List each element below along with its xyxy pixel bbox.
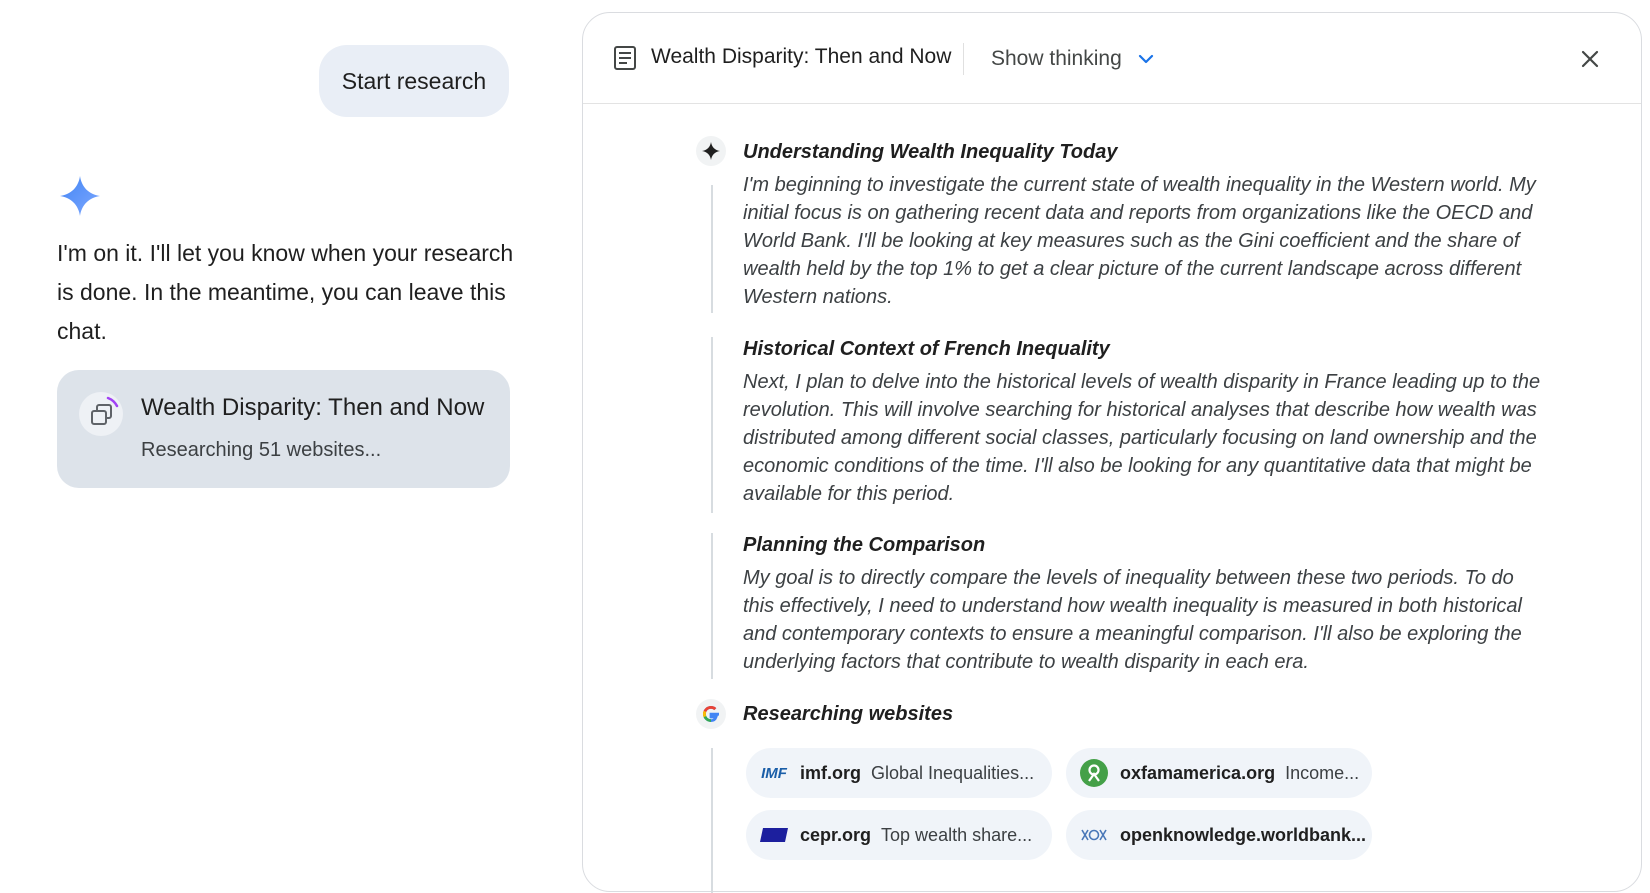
google-g-icon: [696, 699, 726, 729]
researching-websites-title: Researching websites: [743, 703, 954, 725]
document-icon: [613, 45, 637, 71]
research-card-title: Wealth Disparity: Then and Now: [141, 394, 485, 421]
source-chip[interactable]: [1066, 748, 1372, 798]
research-progress-icon: [79, 392, 123, 436]
step-title: Planning the Comparison: [743, 534, 986, 556]
cepr-logo-icon: [758, 825, 790, 845]
user-message-bubble: [319, 45, 509, 117]
panel-header: [583, 13, 1641, 104]
source-domain: oxfamamerica.org: [1120, 762, 1276, 783]
step-title: Understanding Wealth Inequality Today: [743, 141, 1118, 163]
source-title: Global Inequalities...: [871, 762, 1035, 783]
step-body: Next, I plan to delve into the historical levels of wealth disparity in France leading up to the revolution. This will involve searching for historical analyses that describe how wealth was distributed among different social classes, particularly focusing on land ownership and the economic conditions of the time. I'll also be looking for any quantitative data that might be available for this period.: [743, 371, 1541, 505]
timeline-line: [711, 185, 713, 313]
source-chip[interactable]: [746, 810, 1052, 860]
source-chip[interactable]: [746, 748, 1052, 798]
source-chip[interactable]: [1066, 810, 1372, 860]
show-thinking-toggle[interactable]: [991, 43, 1154, 75]
show-thinking-label: Show thinking: [991, 47, 1122, 70]
close-icon[interactable]: [1578, 47, 1602, 71]
source-domain: openknowledge.worldbank...: [1120, 824, 1367, 845]
source-domain: imf.org: [800, 762, 861, 783]
header-divider: [963, 43, 964, 75]
oxfam-logo-icon: [1078, 763, 1110, 783]
assistant-message: I'm on it. I'll let you know when your research is done. In the meantime, you can leave this chat.: [57, 240, 514, 344]
timeline-line: [711, 748, 713, 893]
worldbank-logo-icon: [1078, 825, 1110, 845]
source-title: Income...: [1285, 762, 1360, 783]
source-domain: cepr.org: [800, 824, 872, 845]
panel-title: Wealth Disparity: Then and Now: [651, 45, 952, 68]
gemini-sparkle-icon: [60, 176, 100, 216]
timeline-line: [711, 337, 713, 513]
research-card-status: Researching 51 websites...: [141, 439, 382, 461]
step-body: I'm beginning to investigate the current state of wealth inequality in the Western world. My initial focus is on gathering recent data and reports from organizations like the OECD and World Bank. I'll be looking at key measures such as the Gini coefficient and the share of wealth held by the top 1% to get a clear picture of the current landscape across different Western nations.: [743, 174, 1536, 308]
research-card[interactable]: [57, 370, 510, 488]
research-panel: [582, 12, 1642, 892]
sparkle-step-icon: [696, 136, 726, 166]
timeline-line: [711, 533, 713, 679]
step-title: Historical Context of French Inequality: [743, 338, 1110, 360]
imf-logo-icon: IMF: [761, 764, 787, 782]
step-body: My goal is to directly compare the levels of inequality between these two periods. To do this effectively, I need to understand how wealth inequality is measured in both historical and contemporary contexts to ensure a meaningful comparison. I'll also be exploring the underlying factors that contribute to wealth disparity in each era.: [743, 567, 1522, 673]
chevron-down-icon: [1138, 53, 1154, 65]
source-title: Top wealth share...: [881, 824, 1033, 845]
user-message-text: Start research: [341, 67, 487, 94]
